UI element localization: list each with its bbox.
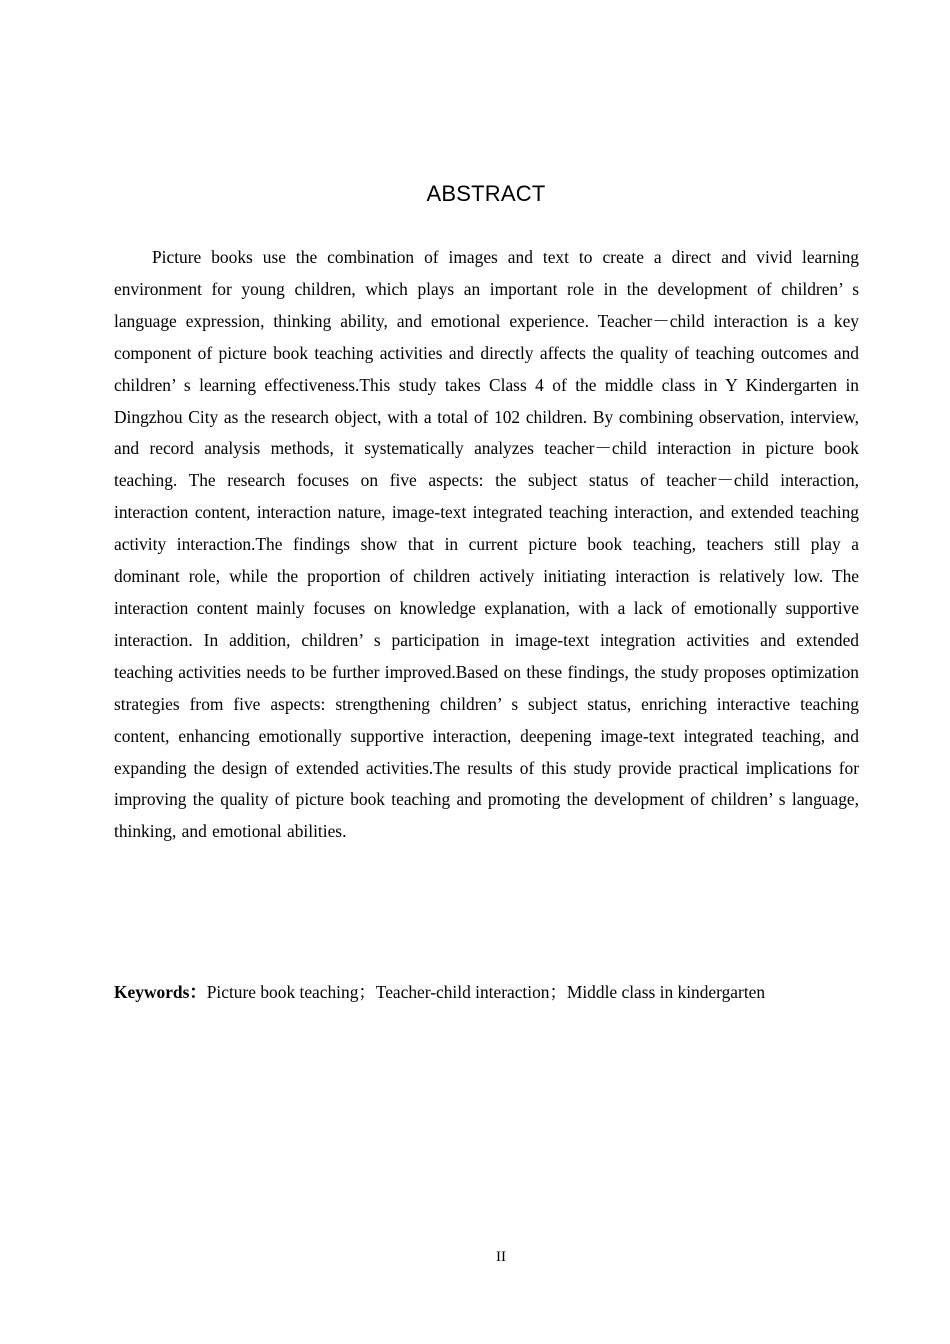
abstract-paragraph: Picture books use the combination of images and text to create a direct and vivid learning environment for young children, which plays an important role in the development of children’ s language expression, thinking ability, and emotional experience. Teacher－child interaction is a key component of picture book teaching activities and directly affects the quality of teaching outcomes and children’ s learning effectiveness.This study takes Class 4 of the middle class in Y Kindergarten in Dingzhou City as the research object, with a total of 102 children. By combining observation, interview, and record analysis methods, it systematically analyzes teacher－child interaction in picture book teaching. The research focuses on five aspects: the subject status of teacher－child interaction, interaction content, interaction nature, image-text integrated teaching interaction, and extended teaching activity interaction.The findings show that in current picture book teaching, teachers still play a dominant role, while the proportion of children actively initiating interaction is relatively low. The interaction content mainly focuses on knowledge explanation, with a lack of emotionally supportive interaction. In addition, children’ s participation in image-text integration activities and extended teaching activities needs to be further improved.Based on these findings, the study proposes optimization strategies from five aspects: strengthening children’ s subject status, enriching interactive teaching content, enhancing emotionally supportive interaction, deepening image-text integrated teaching, and expanding the design of extended activities.The results of this study provide practical implications for improving the quality of picture book teaching and promoting the development of children’ s language, thinking, and emotional abilities. [114,247,859,842]
page-number: II [496,1249,506,1265]
keyword-item: Picture book teaching； [206,982,376,1002]
keyword-item: Teacher-child interaction； [375,982,567,1002]
keywords-line [114,977,874,1007]
keyword-item: Middle class in kindergarten [566,982,766,1002]
abstract-title: ABSTRACT [426,181,546,206]
keywords-label: Keywords： [114,982,207,1002]
